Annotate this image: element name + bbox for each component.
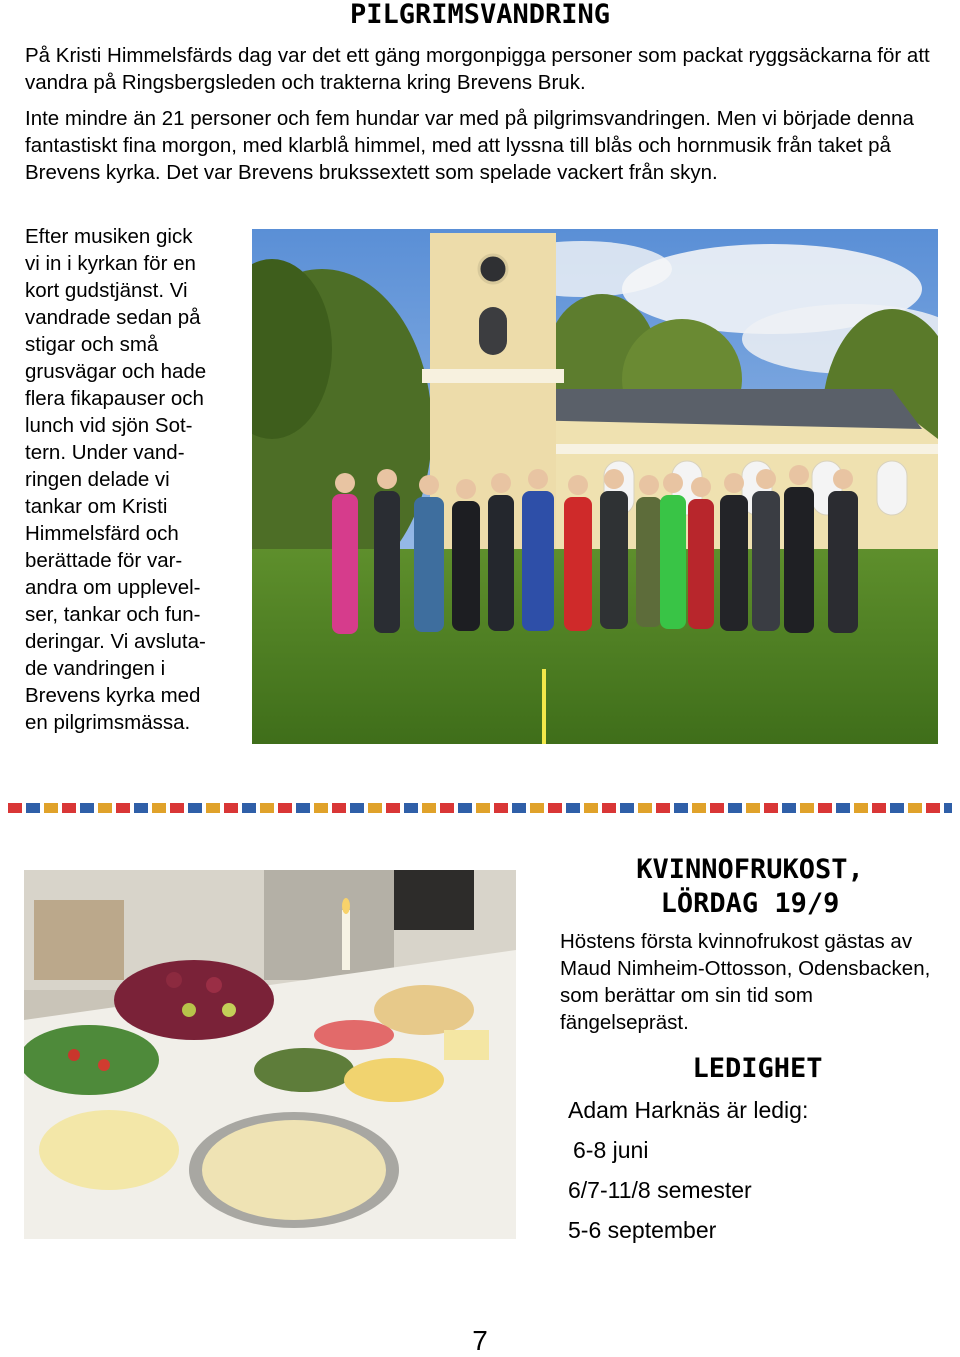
text-line: andra om upplevel- — [25, 576, 201, 599]
text-line: stigar och små — [25, 333, 159, 356]
text-line: Brevens kyrka med — [25, 684, 201, 707]
text-line: grusvägar och hade — [25, 360, 207, 383]
text-line: ringen delade vi — [25, 468, 170, 491]
church-group-photo — [252, 229, 938, 744]
article-paragraph-3 — [25, 223, 240, 736]
title-line: LÖRDAG 19/9 — [660, 888, 840, 919]
ledighet-date: 6/7-11/8 semester — [568, 1177, 752, 1203]
page-number: 7 — [472, 1325, 488, 1356]
title-line: KVINNOFRUKOST, — [636, 854, 864, 885]
text-line: Efter musiken gick — [25, 225, 193, 248]
article-paragraph-kvinnofrukost: Höstens första kvinnofrukost gästas av Maud Nimheim-Ottosson, Odensbacken, som berättar om sin tid som fängelsepräst. — [560, 930, 931, 1034]
text-line: kort gudstjänst. Vi — [25, 279, 188, 302]
text-line: tern. Under vand- — [25, 441, 185, 464]
text-line: ser, tankar och fun- — [25, 603, 201, 626]
text-line: tankar om Kristi — [25, 495, 168, 518]
ledighet-intro: Adam Harknäs är ledig: — [568, 1097, 809, 1123]
article-paragraph-1: På Kristi Himmelsfärds dag var det ett gäng morgonpigga personer som packat ryggsäckarna för att vandra på Ringsbergsleden och trakterna kring Brevens Bruk. — [25, 44, 930, 94]
text-line: de vandringen i — [25, 657, 166, 680]
article-title-pilgrimsvandring: PILGRIMSVANDRING — [349, 0, 611, 30]
ledighet-date: 6-8 juni — [573, 1137, 649, 1163]
ledighet-date: 5-6 september — [568, 1217, 717, 1243]
text-line: deringar. Vi avsluta- — [25, 630, 206, 653]
text-line: flera fikapauser och — [25, 387, 204, 410]
text-line: lunch vid sjön Sot- — [25, 414, 193, 437]
text-line: berättade för var- — [25, 549, 183, 572]
buffet-photo — [24, 870, 516, 1239]
article-title-kvinnofrukost — [560, 853, 940, 921]
text-line: vi in i kyrkan för en — [25, 252, 196, 275]
text-line: en pilgrimsmässa. — [25, 711, 191, 734]
article-paragraph-2: Inte mindre än 21 personer och fem hundar var med på pilgrimsvandringen. Men vi började denna fantastiskt fina morgon, med klarblå himmel, med att lyssna till blås och hornmusik från taket på Brevens kyrka. Det var Brevens brukssextett som spelade vackert från skyn. — [25, 107, 914, 184]
decorative-divider — [8, 803, 952, 813]
article-title-ledighet: LEDIGHET — [692, 1053, 823, 1084]
text-line: Himmelsfärd och — [25, 522, 179, 545]
text-line: vandrade sedan på — [25, 306, 201, 329]
